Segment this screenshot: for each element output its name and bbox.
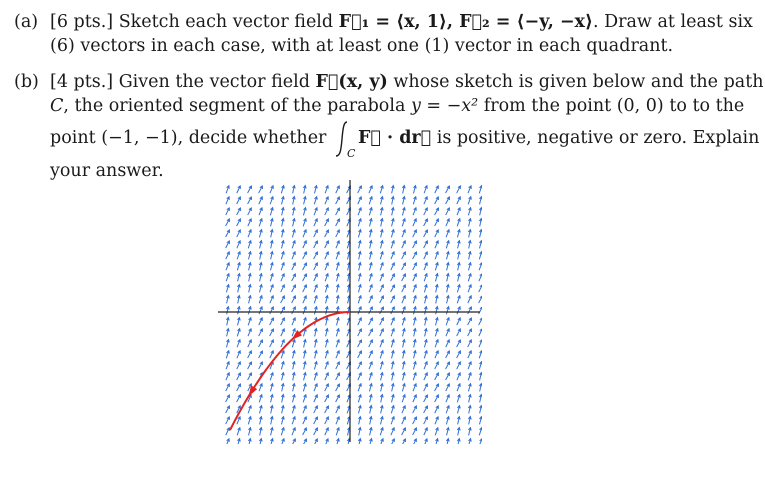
- vector-field-f2: F⃗₂ = ⟨−y, −x⟩: [459, 12, 593, 32]
- parabola-equation: y = −x²: [410, 96, 479, 116]
- part-b-text-5: point (−1, −1), decide whether: [50, 128, 332, 148]
- part-b-text-6: is positive, negative or zero. Explain: [431, 128, 760, 148]
- part-a: [14, 10, 754, 58]
- vector-field-f: F⃗(x, y): [315, 72, 388, 92]
- vector-field-figure: [218, 180, 482, 444]
- part-a-text-2: . Draw at least six: [592, 12, 753, 32]
- part-b-text-3: , the oriented segment of the parabola: [63, 96, 411, 116]
- line-integral-sign: [332, 119, 358, 159]
- vector-field-f1: F⃗₁ = ⟨x, 1⟩,: [338, 12, 460, 32]
- part-b-line-2: [14, 94, 754, 118]
- part-b-text-2: whose sketch is given below and the path: [387, 72, 764, 92]
- part-b-line-1: [14, 70, 764, 94]
- part-a-line-1: [14, 10, 754, 34]
- part-b-line-4: your answer.: [50, 160, 164, 181]
- field-arrows: [226, 186, 482, 444]
- path-c: C: [50, 96, 64, 116]
- part-b-text-1: [4 pts.] Given the vector field: [50, 72, 316, 92]
- part-a-label: (a): [14, 12, 39, 32]
- integral-subscript: C: [346, 146, 356, 159]
- integrand: F⃗ · dr⃗: [357, 128, 432, 148]
- part-a-text-1: [6 pts.] Sketch each vector field: [50, 12, 339, 32]
- part-a-line-2: (6) vectors in each case, with at least one (1) vector in each quadrant.: [50, 36, 674, 56]
- part-b-label: (b): [14, 72, 39, 92]
- part-b: [14, 70, 764, 183]
- part-b-line-3: [14, 118, 760, 159]
- part-b-text-4: from the point (0, 0) to to the: [478, 96, 745, 116]
